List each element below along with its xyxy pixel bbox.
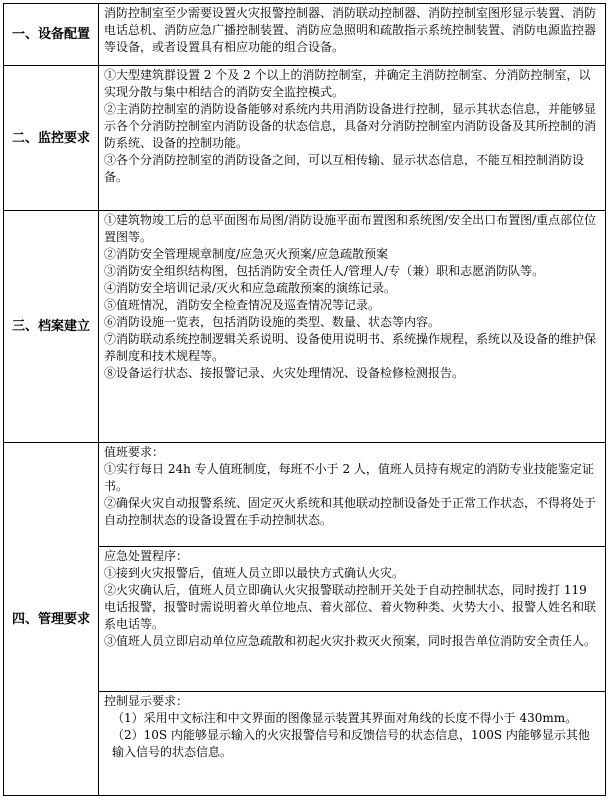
paragraph: ⑥消防设施一览表，包括消防设施的类型、数量、状态等内容。 [104, 315, 441, 329]
fire-control-room-table [3, 3, 606, 796]
paragraph: ②火灾确认后，值班人员立即确认火灾报警联动控制开关处于自动控制状态，同时拨打 119 电话报警，报警时需说明着火单位地点、着火部位、着火物种类、火势大小、报警人姓名和联系电话等。 [104, 583, 597, 631]
cell-monitoring [99, 66, 606, 211]
paragraph: ①接到火灾报警后，值班人员立即以最快方式确认火灾。 [104, 566, 405, 580]
paragraph: ③各个分消防控制室的消防设备之间，可以互相传输、显示状态信息，不能互相控制消防设备。 [104, 153, 585, 184]
paragraph: ②消防安全管理规章制度/应急灭火预案/应急疏散预案 [104, 247, 389, 261]
block-heading: 控制显示要求： [104, 694, 189, 708]
category-monitoring: 二、监控要求 [4, 66, 99, 211]
paragraph: 消防控制室至少需要设置火灾报警控制器、消防联动控制器、消防控制室图形显示装置、消防电话总机、消防应急广播控制装置、消防应急照明和疏散指示系统控制装置、消防电源监控器等设备，或者设置具有相应功能的组合设备。 [104, 6, 597, 54]
paragraph: ③值班人员立即启动单位应急疏散和初起火灾扑救灭火预案，同时报告单位消防安全责任人。 [104, 634, 597, 648]
cell-archives [99, 211, 606, 443]
paragraph: ⑧设备运行状态、接报警记录、火灾处理情况、设备检修检测报告。 [104, 366, 465, 380]
category-equipment: 一、设备配置 [4, 4, 99, 66]
row-equipment [4, 4, 606, 66]
block-heading: 值班要求： [104, 445, 165, 459]
paragraph: ③消防安全组织结构图，包括消防安全责任人/管理人/专（兼）职和志愿消防队等。 [104, 264, 545, 278]
paragraph: ①实行每日 24h 专人值班制度，每班不小于 2 人，值班人员持有规定的消防专业技能鉴定证书。 [104, 462, 594, 493]
paragraph: ②主消防控制室的消防设备能够对系统内共用消防设备进行控制，显示其状态信息，并能够显示各个分消防控制室内消防设备的状态信息，具备对分消防控制室内消防设备及其所控制的消防系统、设备的控制功能。 [104, 102, 597, 150]
cell-duty [99, 443, 606, 547]
row-monitoring [4, 66, 606, 211]
paragraph: ⑤值班情况，消防安全检查情况及巡查情况等记录。 [104, 298, 381, 312]
paragraph: ①建筑物竣工后的总平面图布局图/消防设施平面布置图和系统图/安全出口布置图/重点部位位置图等。 [104, 213, 597, 244]
category-archives: 三、档案建立 [4, 211, 99, 443]
paragraph: ②确保火灾自动报警系统、固定灭火系统和其他联动控制设备处于正常工作状态，不得将处于自动控制状态的设备设置在手动控制状态。 [104, 496, 597, 527]
cell-equipment [99, 4, 606, 66]
cell-emergency [99, 547, 606, 692]
category-management: 四、管理要求 [4, 443, 99, 796]
paragraph: （2）10S 内能够显示输入的火灾报警信号和反馈信号的状态信息，100S 内能够显示其他输入信号的状态信息。 [112, 728, 590, 759]
paragraph: ①大型建筑群设置 2 个及 2 个以上的消防控制室，并确定主消防控制室、分消防控制室，以实现分散与集中相结合的消防安全监控模式。 [104, 68, 591, 99]
paragraph: ④消防安全培训记录/灭火和应急疏散预案的演练记录。 [104, 281, 397, 295]
cell-display [99, 692, 606, 796]
block-heading: 应急处置程序： [104, 549, 189, 563]
paragraph: （1）采用中文标注和中文界面的图像显示装置其界面对角线的长度不得小于 430mm。 [112, 711, 578, 725]
row-management-duty [4, 443, 606, 547]
paragraph: ⑦消防联动系统控制逻辑关系说明、设备使用说明书、系统操作规程，系统以及设备的维护保养制度和技术规程等。 [104, 332, 597, 363]
row-archives [4, 211, 606, 443]
